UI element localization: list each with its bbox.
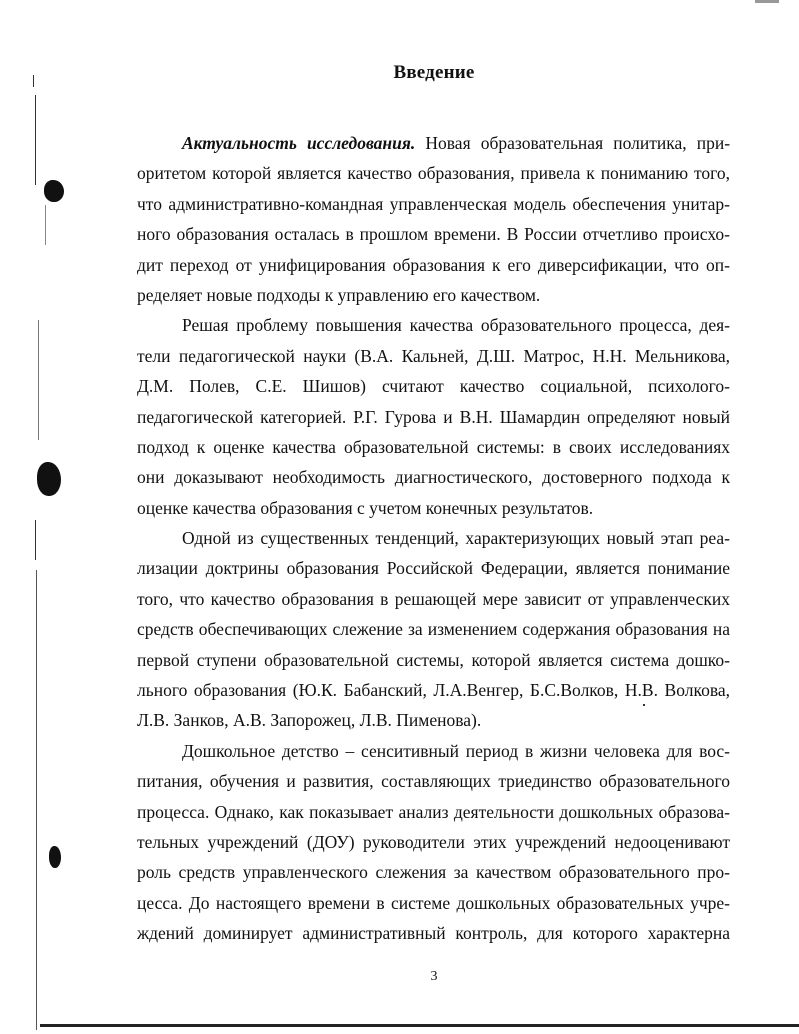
punch-hole-mark <box>44 180 64 202</box>
paragraph-2-line: подход к оценке качества образовательной системы: в своих исследованиях <box>137 436 730 457</box>
paragraph-3-line: лизации доктрины образования Российской Федерации, является понимание <box>137 558 730 579</box>
punch-hole-mark <box>49 846 61 868</box>
paragraph-1-line: ределяет новые подходы к управлению его качеством. <box>137 284 541 305</box>
page-title: Введение <box>393 62 475 83</box>
paragraph-1-line: что административно-командная управленческая модель обеспечения унитар- <box>137 193 730 214</box>
paragraph-4-line: питания, обучения и развития, составляющих триединство образовательного <box>137 771 730 792</box>
paragraph-4-line: процесса. Однако, как показывает анализ деятельности дошкольных образова- <box>137 801 730 822</box>
scan-artifact-line <box>38 320 39 440</box>
body-text <box>137 128 730 949</box>
paragraph-4-line: цесса. До настоящего времени в системе дошкольных образовательных учре- <box>137 892 730 913</box>
paragraph-1-line: оритетом которой является качество образования, привела к пониманию того, <box>137 163 730 184</box>
paragraph-3-line: того, что качество образования в решающей мере зависит от управленческих <box>137 588 730 609</box>
paragraph-3-line: Одной из существенных тенденций, характеризующих новый этап реа- <box>182 528 730 549</box>
scan-artifact-line <box>35 520 36 560</box>
paragraph-3-line: первой ступени образовательной системы, которой является система дошко- <box>137 649 730 670</box>
scan-artifact-line <box>35 95 36 185</box>
paragraph-2-line: Д.М. Полев, С.Е. Шишов) считают качество социальной, психолого- <box>137 376 730 397</box>
paragraph-2-line: оценке качества образования с учетом конечных результатов. <box>137 497 594 518</box>
page-number: 3 <box>430 969 438 984</box>
paragraph-4-line: ждений доминирует административный контроль, для которого характерна <box>137 923 730 944</box>
paragraph-4-line: тельных учреждений (ДОУ) руководители этих учреждений недооценивают <box>137 831 730 852</box>
paragraph-2-line: Решая проблему повышения качества образовательного процесса, дея- <box>182 315 730 336</box>
paragraph-2-line: тели педагогической науки (В.А. Кальней, Д.Ш. Матрос, Н.Н. Мельникова, <box>137 345 730 366</box>
scan-corner-mark <box>755 0 779 3</box>
scan-bottom-edge <box>40 1024 799 1027</box>
paragraph-3-line: льного образования (Ю.К. Бабанский, Л.А.Венгер, Б.С.Волков, Н.В. Волкова, <box>137 680 730 701</box>
scan-artifact-line <box>36 570 37 1030</box>
paragraph-1-line-1: Актуальность исследования. Новая образовательная политика, при- <box>182 133 730 153</box>
lead-phrase: Актуальность исследования. <box>182 133 416 153</box>
paragraph-1-line: ного образования осталась в прошлом времени. В России отчетливо происхо- <box>137 224 730 245</box>
paragraph-4-line: Дошкольное детство – сенситивный период в жизни человека для вос- <box>182 740 730 761</box>
paragraph-4-line: роль средств управленческого слежения за качеством образовательного про- <box>137 862 730 883</box>
scan-artifact-line <box>45 205 46 245</box>
paragraph-3-line: Л.В. Занков, А.В. Запорожец, Л.В. Пименова). <box>137 710 482 731</box>
paragraph-2-line: педагогической категорией. Р.Г. Гурова и В.Н. Шамардин определяют новый <box>137 406 730 427</box>
paragraph-2-line: они доказывают необходимость диагностического, достоверного подхода к <box>137 467 730 488</box>
punch-hole-mark <box>37 462 61 496</box>
paragraph-3-line: средств обеспечивающих слежение за изменением содержания образования на <box>137 619 730 640</box>
paragraph-1-line: дит переход от унифицирования образования к его диверсификации, что оп- <box>137 254 730 275</box>
